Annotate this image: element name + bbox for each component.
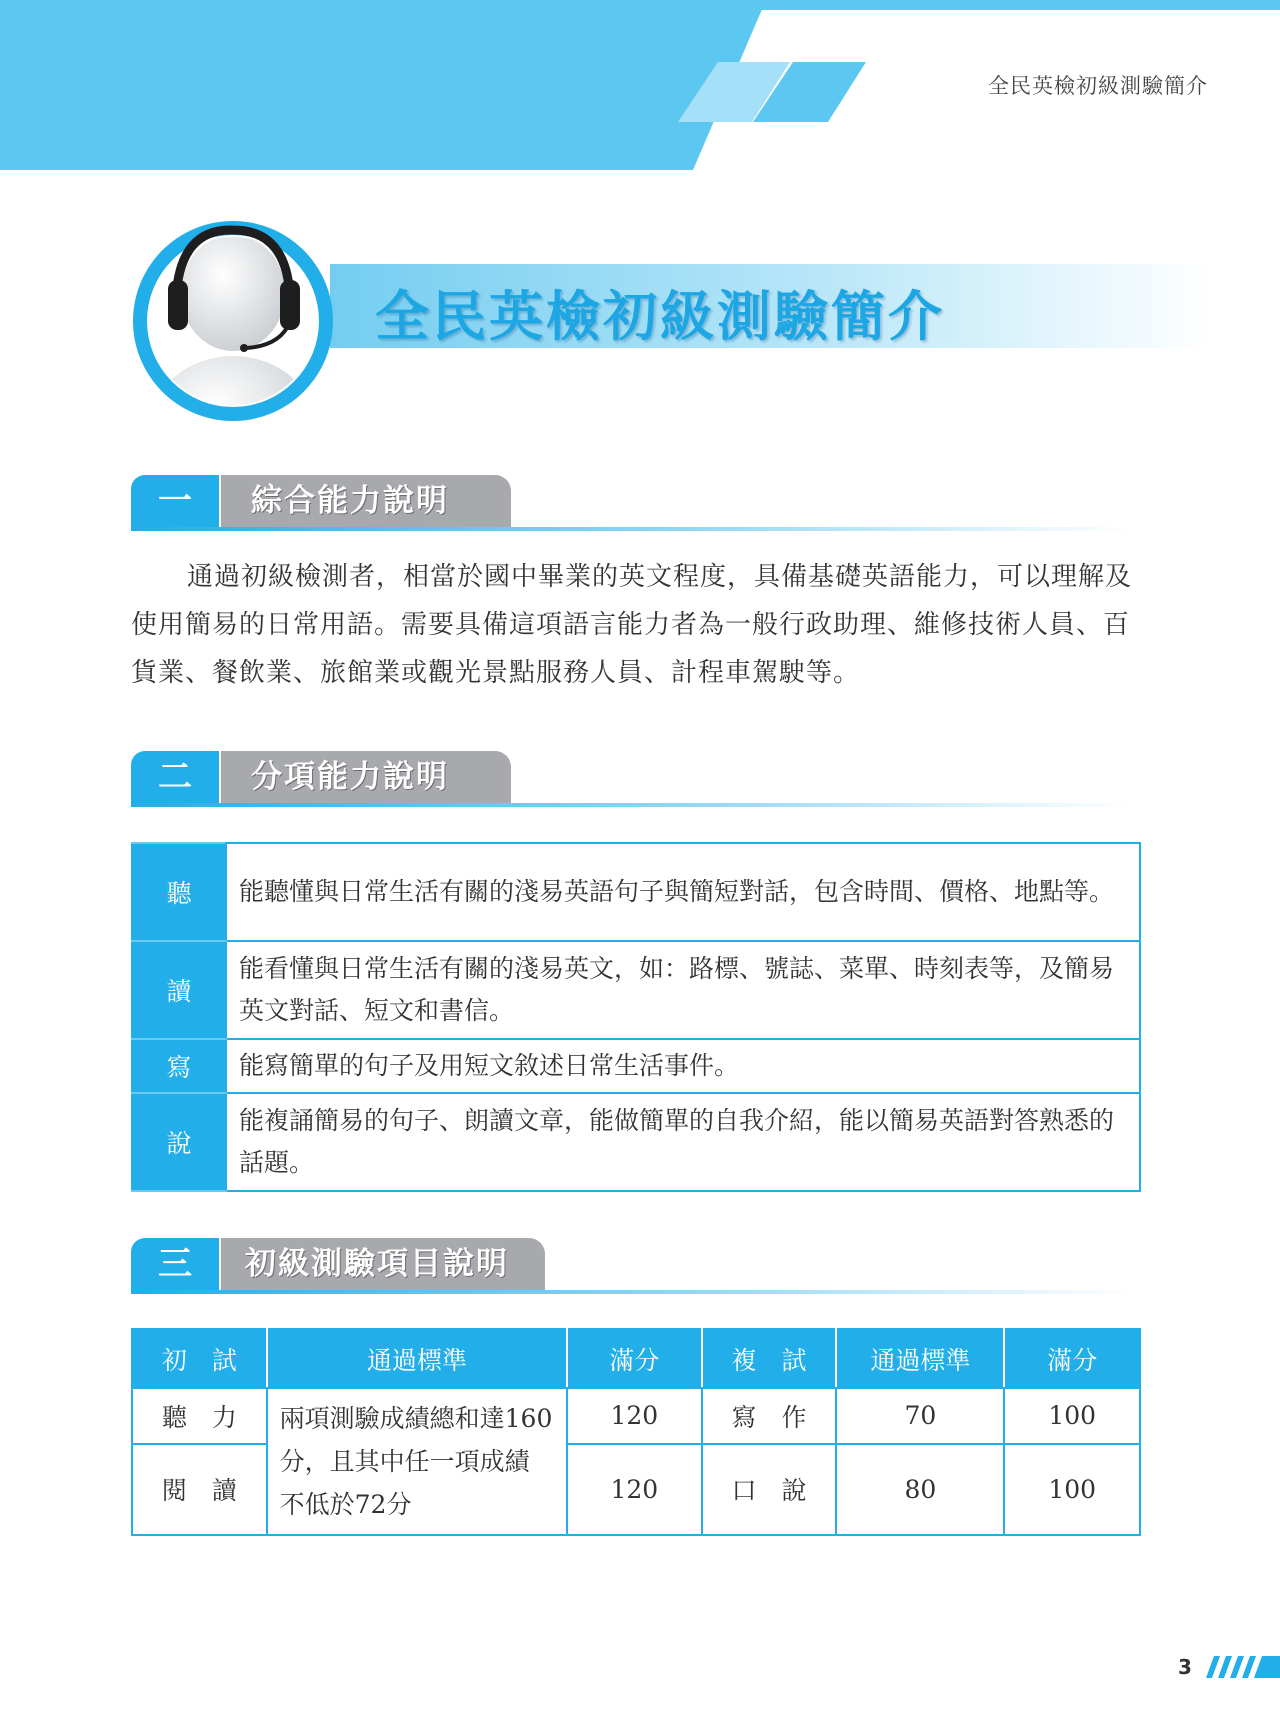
skill-label: 寫: [132, 1039, 226, 1093]
section-underline: [131, 803, 1131, 807]
section-number: 三: [131, 1238, 219, 1290]
page-title: 全民英檢初級測驗簡介: [375, 285, 945, 348]
second-full-score: 100: [1004, 1444, 1140, 1535]
table-row: [132, 843, 1140, 941]
page-number: 3: [1178, 1655, 1192, 1679]
first-full-score: 120: [567, 1444, 702, 1535]
second-test-name: 口 說: [702, 1444, 837, 1535]
first-test-name: 聽 力: [132, 1388, 267, 1444]
section-header-1: [131, 475, 1131, 545]
section-underline: [131, 527, 1131, 531]
column-header: 複 試: [702, 1329, 837, 1388]
table-row: [132, 1388, 1140, 1444]
running-title: 全民英檢初級測驗簡介: [988, 74, 1208, 98]
first-full-score: 120: [567, 1388, 702, 1444]
skill-label: 讀: [132, 941, 226, 1039]
column-header: 滿分: [1004, 1329, 1140, 1388]
table-row: [132, 1039, 1140, 1093]
section-underline: [131, 1290, 1131, 1294]
first-stage-standard: 兩項測驗成績總和達160分，且其中任一項成績不低於72分: [267, 1388, 567, 1535]
intro-paragraph: 通過初級檢測者，相當於國中畢業的英文程度，具備基礎英語能力，可以理解及使用簡易的日常用語。需要具備這項語言能力者為一般行政助理、維修技術人員、百貨業、餐飲業、旅館業或觀光景點服務人員、計程車駕駛等。: [131, 562, 1133, 688]
section-label: 綜合能力說明: [221, 475, 511, 527]
column-header: 初 試: [132, 1329, 267, 1388]
table-header-row: [132, 1329, 1140, 1388]
table-row: [132, 1093, 1140, 1191]
section-number: 二: [131, 751, 219, 803]
second-full-score: 100: [1004, 1388, 1140, 1444]
section-header-2: [131, 751, 1131, 821]
column-header: 滿分: [567, 1329, 702, 1388]
skill-label: 說: [132, 1093, 226, 1191]
skill-description: 能看懂與日常生活有關的淺易英文，如：路標、號誌、菜單、時刻表等，及簡易英文對話、短文和書信。: [226, 941, 1140, 1039]
table-row: [132, 941, 1140, 1039]
second-pass-standard: 70: [836, 1388, 1004, 1444]
skill-label: 聽: [132, 843, 226, 941]
column-header: 通過標準: [836, 1329, 1004, 1388]
section-label: 初級測驗項目說明: [221, 1238, 545, 1290]
skill-description: 能聽懂與日常生活有關的淺易英語句子與簡短對話，包含時間、價格、地點等。: [226, 843, 1140, 941]
footer-stripes: [1204, 1652, 1280, 1682]
skill-description: 能寫簡單的句子及用短文敘述日常生活事件。: [226, 1039, 1140, 1093]
skills-table: [131, 842, 1141, 1192]
section-header-3: [131, 1238, 1131, 1308]
headset-person-icon: [130, 218, 336, 424]
section-number: 一: [131, 475, 219, 527]
skill-description: 能複誦簡易的句子、朗讀文章，能做簡單的自我介紹，能以簡易英語對答熟悉的話題。: [226, 1093, 1140, 1191]
first-test-name: 閱 讀: [132, 1444, 267, 1535]
second-test-name: 寫 作: [702, 1388, 837, 1444]
column-header: 通過標準: [267, 1329, 567, 1388]
second-pass-standard: 80: [836, 1444, 1004, 1535]
exam-table: [131, 1328, 1141, 1536]
section-label: 分項能力說明: [221, 751, 511, 803]
